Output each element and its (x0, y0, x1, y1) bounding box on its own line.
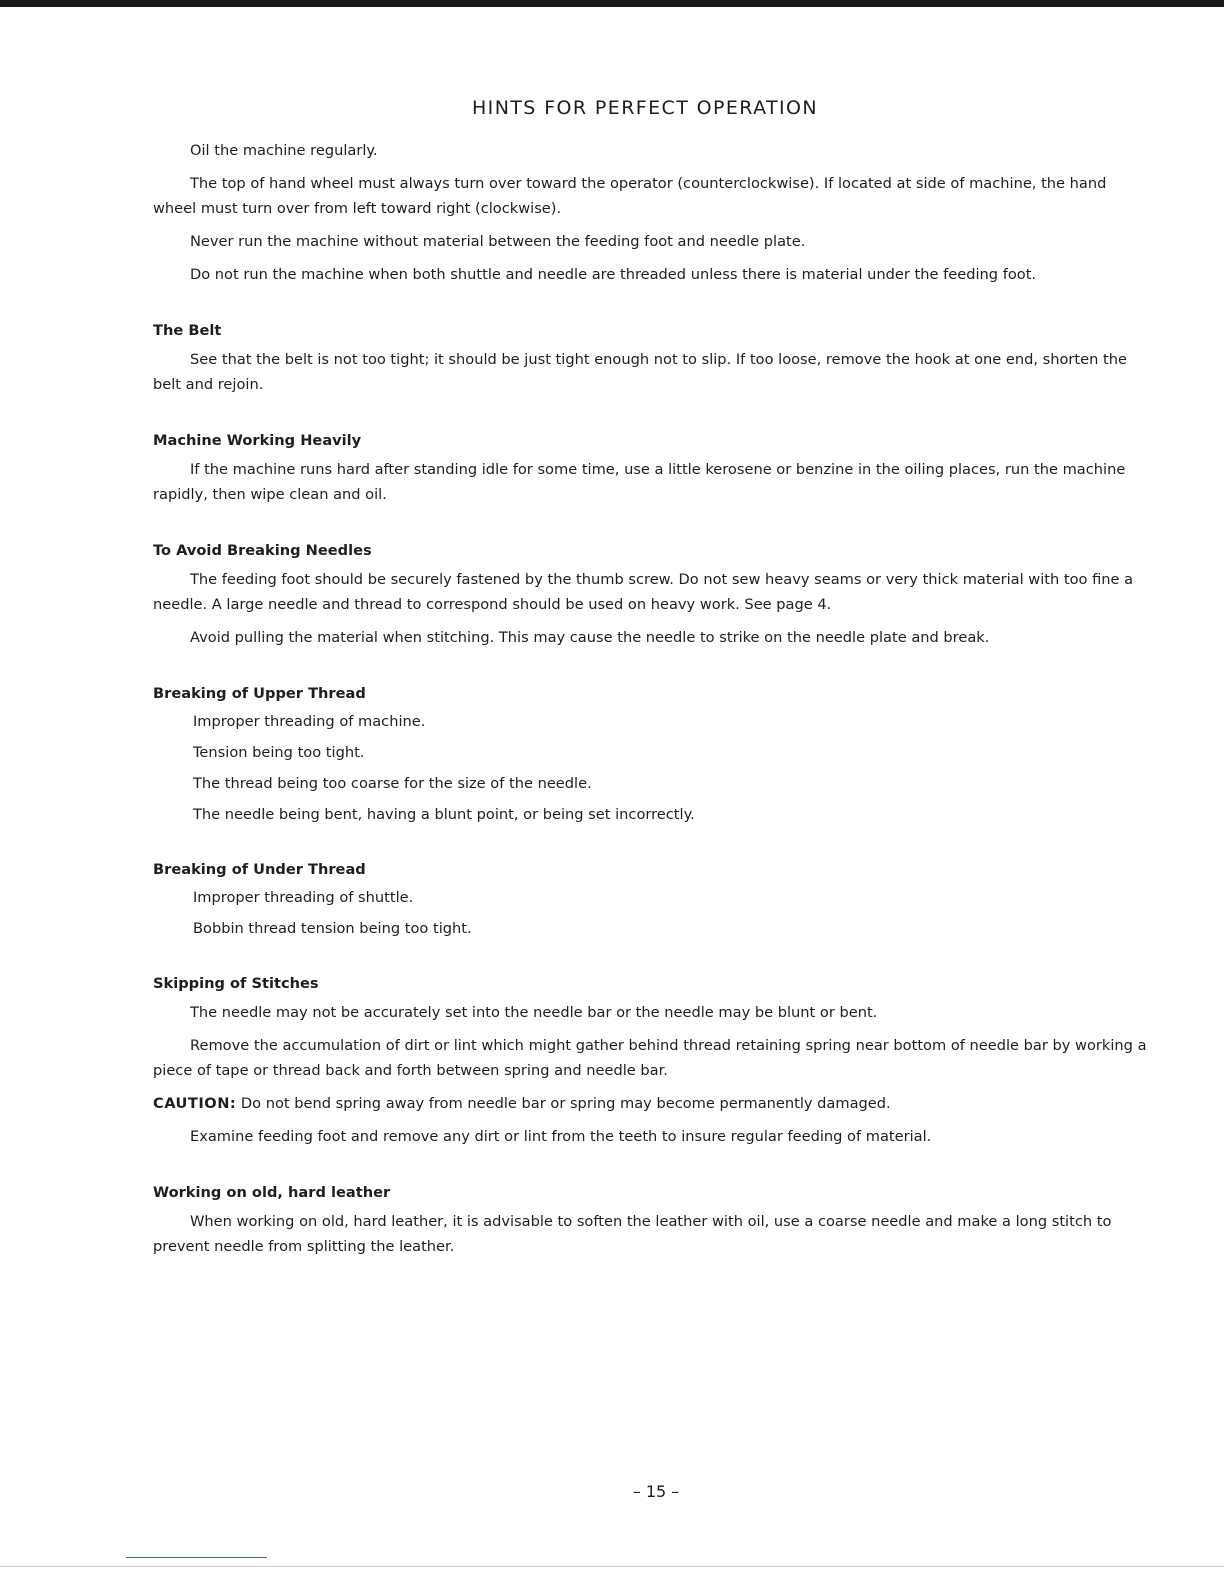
intro-paragraph: Oil the machine regularly. (190, 142, 378, 159)
list-item: Tension being too tight. (193, 744, 365, 761)
caution-label: CAUTION: (153, 1095, 237, 1112)
section-heading-working-heavily: Machine Working Heavily (153, 432, 362, 449)
page-body (153, 138, 1148, 1267)
intro-paragraph: Never run the machine without material between the feeding foot and needle plate. (190, 233, 806, 250)
list-item: Improper threading of shuttle. (193, 889, 414, 906)
section-heading-belt: The Belt (153, 322, 222, 339)
skipping-paragraph: Examine feeding foot and remove any dirt or lint from the teeth to insure regular feeding of material. (190, 1128, 932, 1145)
list-item: Bobbin thread tension being too tight. (193, 920, 472, 937)
section-heading-upper-thread: Breaking of Upper Thread (153, 685, 366, 702)
intro-paragraph: The top of hand wheel must always turn over toward the operator (counterclockwise). If located at side of machine, the hand wheel must turn over from left toward right (clockwise). (153, 175, 1107, 217)
page-title: HINTS FOR PERFECT OPERATION (472, 96, 818, 119)
section-heading-under-thread: Breaking of Under Thread (153, 861, 366, 878)
working-heavily-paragraph: If the machine runs hard after standing idle for some time, use a little kerosene or benzine in the oiling places, run the machine rapidly, then wipe clean and oil. (153, 461, 1126, 503)
list-item: The needle being bent, having a blunt point, or being set incorrectly. (193, 806, 695, 823)
section-heading-hard-leather: Working on old, hard leather (153, 1184, 391, 1201)
section-heading-breaking-needles: To Avoid Breaking Needles (153, 542, 372, 559)
top-border-rule (0, 0, 1224, 7)
bottom-border-rule (0, 1566, 1224, 1567)
hard-leather-paragraph: When working on old, hard leather, it is advisable to soften the leather with oil, use a coarse needle and make a long stitch to prevent needle from splitting the leather. (153, 1213, 1112, 1255)
upper-thread-causes-list (153, 710, 1148, 827)
list-item: The thread being too coarse for the size of the needle. (193, 775, 592, 792)
skipping-paragraph: Remove the accumulation of dirt or lint which might gather behind thread retaining spring near bottom of needle bar by working a piece of tape or thread back and forth between spring and needle bar. (153, 1037, 1147, 1079)
under-thread-causes-list (153, 886, 1148, 941)
bottom-link-line (126, 1557, 267, 1558)
skipping-paragraph: The needle may not be accurately set into the needle bar or the needle may be blunt or bent. (190, 1004, 878, 1021)
caution-note (153, 1091, 1148, 1116)
page-number: – 15 – (632, 1482, 680, 1501)
belt-paragraph: See that the belt is not too tight; it should be just tight enough not to slip. If too loose, remove the hook at one end, shorten the belt and rejoin. (153, 351, 1127, 393)
breaking-needles-paragraph: The feeding foot should be securely fastened by the thumb screw. Do not sew heavy seams or very thick material with too fine a needle. A large needle and thread to correspond should be used on heavy work. See page 4. (153, 571, 1134, 613)
intro-paragraph: Do not run the machine when both shuttle and needle are threaded unless there is material under the feeding foot. (190, 266, 1037, 283)
list-item: Improper threading of machine. (193, 713, 426, 730)
breaking-needles-paragraph: Avoid pulling the material when stitching. This may cause the needle to strike on the needle plate and break. (190, 629, 990, 646)
caution-text: Do not bend spring away from needle bar or spring may become permanently damaged. (236, 1095, 891, 1112)
section-heading-skipping-stitches: Skipping of Stitches (153, 975, 319, 992)
